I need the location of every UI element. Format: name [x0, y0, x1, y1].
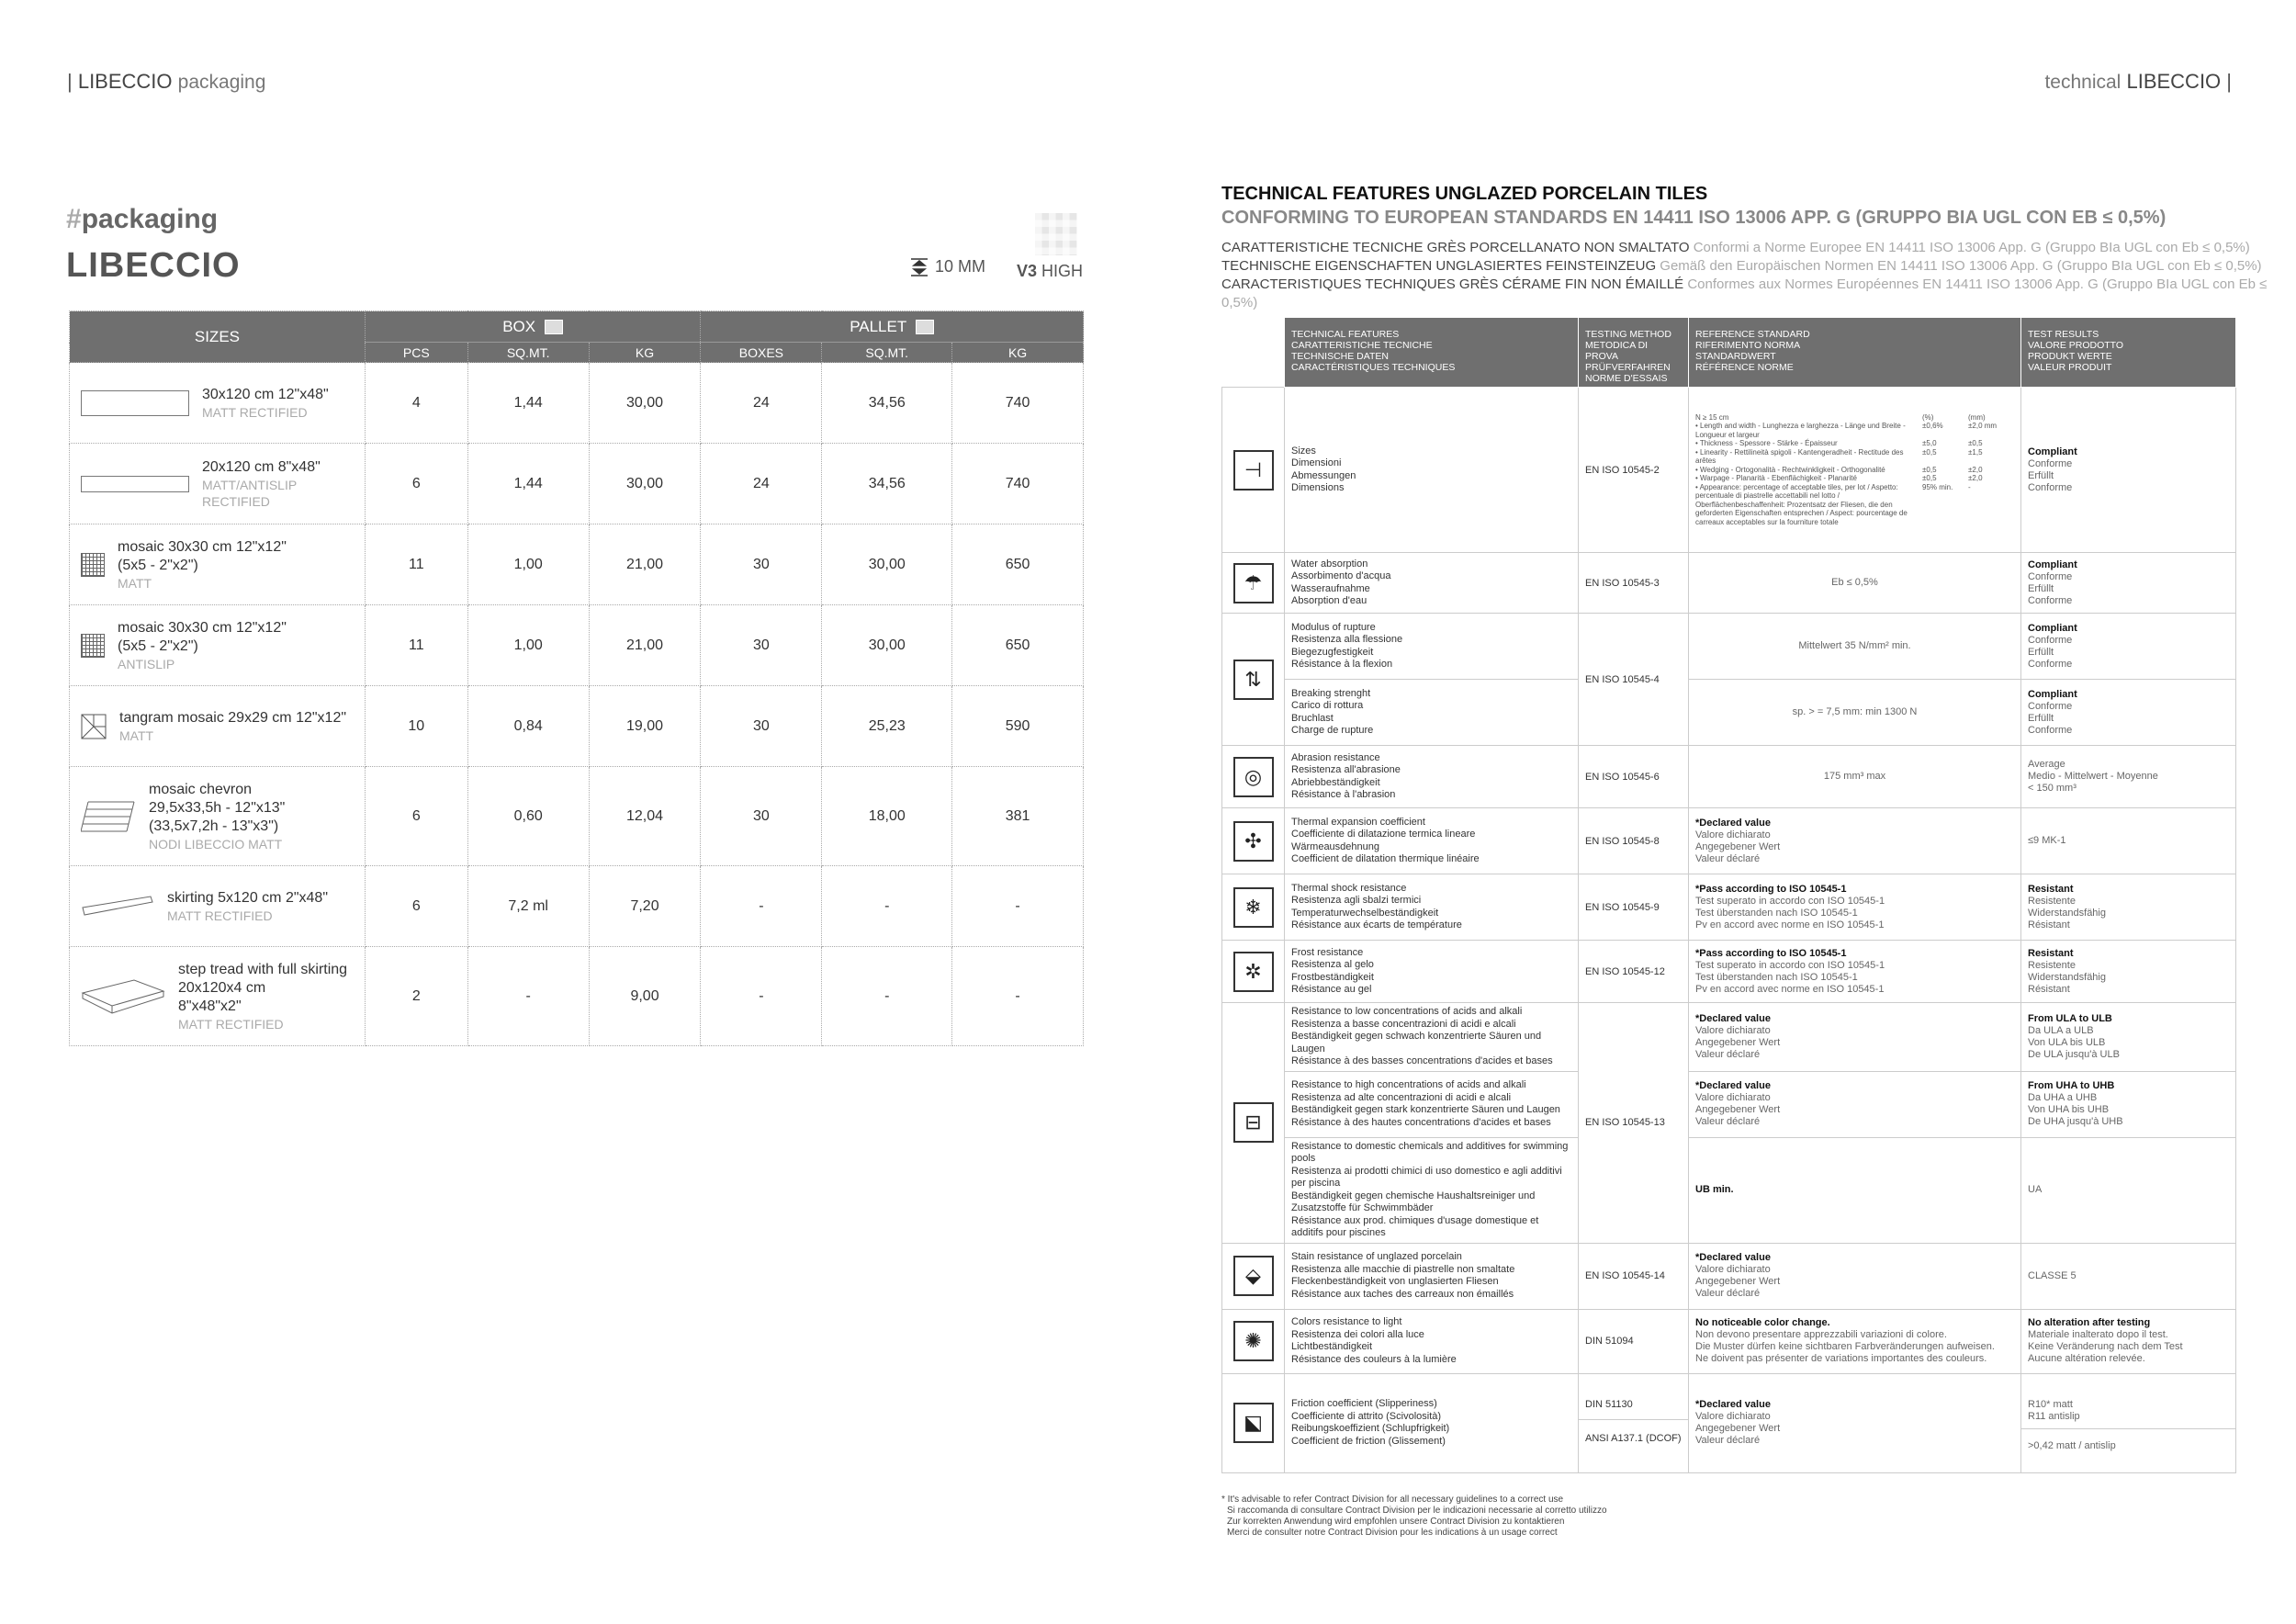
reference-cell: *Declared value Valore dichiarato Angegebener Wert Valeur déclaré: [1689, 1003, 2021, 1072]
header-boxes: BOXES: [701, 343, 822, 363]
header-pcs: PCS: [365, 343, 467, 363]
cell-boxes: 30: [701, 767, 822, 866]
result-cell: R10* matt R11 antislip >0,42 matt / antislip: [2021, 1373, 2236, 1472]
reference-cell: *Pass according to ISO 10545-1 Test superato in accordo con ISO 10545-1 Test überstanden nach ISO 10545-1 Pv en accord avec norme en ISO 10545-1: [1689, 874, 2021, 941]
cell-boxes: 30: [701, 605, 822, 686]
packaging-heading: #packaging: [66, 204, 219, 234]
mosaic-grid-icon: [81, 553, 105, 577]
cell-pkg: 740: [952, 363, 1084, 444]
cell-boxes: -: [701, 947, 822, 1046]
size-cell: [70, 686, 366, 767]
size-label: 20x120 cm 8"x48": [202, 458, 321, 475]
feature-cell: Breaking strenght Carico di rottura Bruchlast Charge de rupture: [1285, 680, 1579, 746]
method-cell: EN ISO 10545-6: [1579, 746, 1689, 808]
size-label: step tread with full skirting: [178, 961, 348, 977]
pallet-icon: [916, 320, 934, 334]
cell-pkg: 381: [952, 767, 1084, 866]
size-label: tangram mosaic 29x29 cm 12"x12": [119, 709, 347, 726]
chevron-icon: [81, 798, 136, 835]
spec-row: [1222, 808, 2236, 874]
mosaic-grid-icon: [81, 634, 105, 658]
cell-pcs: 6: [365, 866, 467, 947]
shade-variation: V3 HIGH: [1017, 262, 1084, 280]
thermal-shock-icon: ❄: [1233, 887, 1274, 928]
cell-kg: 19,00: [589, 686, 701, 767]
cell-pkg: 590: [952, 686, 1084, 767]
method-cell: EN ISO 10545-13: [1579, 1003, 1689, 1244]
reference-cell: *Declared value Valore dichiarato Angegebener Wert Valeur déclaré: [1689, 1243, 2021, 1309]
icon-cell: [1222, 388, 1285, 553]
cell-psqmt: 34,56: [822, 444, 952, 524]
spec-row: [1222, 941, 2236, 1003]
feature-cell: Resistance to low concentrations of acids and alkali Resistenza a basse concentrazioni di acidi e alcali Beständigkeit gegen schwach konzentrierte Säuren und Laugen Résistance à des basses concentrations d'acides et bases: [1285, 1003, 1579, 1072]
finish-label: MATT RECTIFIED: [167, 908, 273, 923]
method-cell: EN ISO 10545-14: [1579, 1243, 1689, 1309]
size-label: skirting 5x120 cm 2"x48": [167, 889, 328, 906]
size-label-2: (5x5 - 2"x2"): [118, 557, 198, 573]
size-cell: [70, 866, 366, 947]
cell-psqmt: 30,00: [822, 605, 952, 686]
reference-cell: [1689, 388, 2021, 553]
size-label: mosaic 30x30 cm 12"x12": [118, 619, 287, 636]
sizes-icon: ⊣: [1233, 450, 1274, 491]
chemical-icon: ⊟: [1233, 1102, 1274, 1143]
icon-cell: [1222, 874, 1285, 941]
spec-row: [1222, 1309, 2236, 1373]
header-reference: REFERENCE STANDARD RIFERIMENTO NORMA STANDARDWERT RÉFÉRENCE NORME: [1689, 318, 2021, 388]
result-cell: Compliant Conforme Erfüllt Conforme: [2021, 614, 2236, 680]
cell-pcs: 11: [365, 524, 467, 605]
light-icon: ✺: [1233, 1321, 1274, 1361]
table-row: [70, 866, 1084, 947]
cell-pkg: 650: [952, 524, 1084, 605]
cell-psqmt: 30,00: [822, 524, 952, 605]
finish-label: ANTISLIP: [118, 656, 175, 671]
tangram-icon: [81, 714, 107, 739]
technical-title: TECHNICAL FEATURES UNGLAZED PORCELAIN TILES: [1221, 184, 1708, 204]
table-row: [70, 947, 1084, 1046]
spec-row: [1222, 1071, 2236, 1137]
size-cell: [70, 524, 366, 605]
thickness: 10 MM: [909, 257, 985, 276]
spec-row: [1222, 1373, 2236, 1472]
footnote: * It's advisable to refer Contract Division for all necessary guidelines to a correct use Si raccomanda di consultare Contract Division per le indicazioni necessarie al corretto utilizzo Zur korrekten Anwendung wird empfohlen unsere Contract Division zu kontaktieren Merci de consulter notre Contract Division pour les indications à un usage correct: [1221, 1494, 1607, 1538]
icon-cell: [1222, 1309, 1285, 1373]
water-absorption-icon: ☂: [1233, 563, 1274, 603]
icon-cell: [1222, 1003, 1285, 1244]
cell-sqmt: 1,00: [467, 605, 589, 686]
technical-subtitle: CONFORMING TO EUROPEAN STANDARDS EN 14411 ISO 13006 APP. G (GRUPPO BIA UGL CON EB ≤ 0,5%): [1221, 208, 2167, 228]
skirting-icon: [81, 895, 154, 919]
feature-cell: Abrasion resistance Resistenza all'abrasione Abriebbeständigkeit Résistance à l'abrasion: [1285, 746, 1579, 808]
feature-cell: Colors resistance to light Resistenza dei colori alla luce Lichtbeständigkeit Résistance des couleurs à la lumière: [1285, 1309, 1579, 1373]
finish-label: NODI LIBECCIO MATT: [149, 836, 283, 851]
result-cell: ≤9 MK-1: [2021, 808, 2236, 874]
spec-row: [1222, 388, 2236, 553]
table-row: [70, 605, 1084, 686]
method-cell: EN ISO 10545-9: [1579, 874, 1689, 941]
feature-cell: Resistance to high concentrations of acids and alkali Resistenza ad alte concentrazioni di acidi e alcali Beständigkeit gegen stark konzentrierte Säuren und Laugen Résistance à des hautes concentrations d'acides et bases: [1285, 1071, 1579, 1137]
method-cell: EN ISO 10545-12: [1579, 941, 1689, 1003]
cell-boxes: 24: [701, 444, 822, 524]
icon-cell: [1222, 746, 1285, 808]
cell-pcs: 6: [365, 444, 467, 524]
spec-row: [1222, 680, 2236, 746]
spec-row: [1222, 746, 2236, 808]
size-label-3: (33,5x7,2h - 13"x3"): [149, 818, 279, 834]
cell-sqmt: 1,44: [467, 444, 589, 524]
finish-label: MATT/ANTISLIP: [202, 477, 298, 492]
feature-cell: Modulus of rupture Resistenza alla flessione Biegezugfestigkeit Résistance à la flexion: [1285, 614, 1579, 680]
cell-kg: 30,00: [589, 444, 701, 524]
header-box: BOX: [365, 311, 701, 343]
result-cell: No alteration after testing Materiale inalterato dopo il test. Keine Veränderung nach dem Test Aucune altération relevée.: [2021, 1309, 2236, 1373]
cell-kg: 12,04: [589, 767, 701, 866]
header-results: TEST RESULTS VALORE PRODOTTO PRODUKT WERTE VALEUR PRODUIT: [2021, 318, 2236, 388]
size-label: 30x120 cm 12"x48": [202, 386, 329, 402]
cell-pkg: 650: [952, 605, 1084, 686]
result-cell: Compliant Conforme Erfüllt Conforme: [2021, 680, 2236, 746]
size-cell: [70, 947, 366, 1046]
cell-psqmt: 25,23: [822, 686, 952, 767]
reference-cell: *Declared value Valore dichiarato Angegebener Wert Valeur déclaré: [1689, 808, 2021, 874]
product-name: LIBECCIO: [66, 246, 241, 285]
cell-pcs: 6: [365, 767, 467, 866]
table-row: [70, 363, 1084, 444]
reference-cell: UB min.: [1689, 1137, 2021, 1243]
result-cell: Compliant Conforme Erfüllt Conforme: [2021, 388, 2236, 553]
header-pallet-sqmt: SQ.MT.: [822, 343, 952, 363]
size-cell: [70, 767, 366, 866]
box-icon: [545, 320, 563, 334]
header-features: TECHNICAL FEATURES CARATTERISTICHE TECNICHE TECHNISCHE DATEN CARACTÉRISTIQUES TECHNIQUES: [1285, 318, 1579, 388]
cell-pcs: 10: [365, 686, 467, 767]
cell-boxes: 24: [701, 363, 822, 444]
result-cell: Average Medio - Mittelwert - Moyenne < 150 mm³: [2021, 746, 2236, 808]
size-cell: [70, 605, 366, 686]
cell-sqmt: 7,2 ml: [467, 866, 589, 947]
method-cell: EN ISO 10545-8: [1579, 808, 1689, 874]
table-row: [70, 686, 1084, 767]
packaging-table: [69, 310, 1084, 1046]
spec-row: [1222, 553, 2236, 614]
reference-cell: 175 mm³ max: [1689, 746, 2021, 808]
cell-psqmt: 34,56: [822, 363, 952, 444]
method-cell: DIN 51094: [1579, 1309, 1689, 1373]
cell-kg: 21,00: [589, 605, 701, 686]
spec-row: [1222, 614, 2236, 680]
size-label-2: 29,5x33,5h - 12"x13": [149, 799, 286, 816]
reference-cell: sp. > = 7,5 mm: min 1300 N: [1689, 680, 2021, 746]
result-cell: From ULA to ULB Da ULA a ULB Von ULA bis ULB De ULA jusqu'à ULB: [2021, 1003, 2236, 1072]
cell-sqmt: 1,00: [467, 524, 589, 605]
icon-cell: [1222, 614, 1285, 746]
method-cell: EN ISO 10545-3: [1579, 553, 1689, 614]
cell-kg: 21,00: [589, 524, 701, 605]
cell-boxes: 30: [701, 524, 822, 605]
feature-cell: Resistance to domestic chemicals and additives for swimming pools Resistenza ai prodotti chimici di uso domestico e agli additivi per piscina Beständigkeit gegen chemische Haushaltsreiniger und Zusatzstoffe für Schwimmbäder Résistance aux prod. chimiques d'usage domestique et additifs pour piscines: [1285, 1137, 1579, 1243]
cell-psqmt: 18,00: [822, 767, 952, 866]
finish-label: MATT RECTIFIED: [178, 1016, 284, 1032]
size-cell: [70, 363, 366, 444]
feature-cell: Friction coefficient (Slipperiness) Coefficiente di attrito (Scivolosità) Reibungskoeffizient (Schlupfrigkeit) Coefficient de friction (Glissement): [1285, 1373, 1579, 1472]
cell-kg: 30,00: [589, 363, 701, 444]
icon-cell: [1222, 808, 1285, 874]
spec-row: [1222, 874, 2236, 941]
cell-psqmt: -: [822, 947, 952, 1046]
cell-pkg: -: [952, 947, 1084, 1046]
cell-psqmt: -: [822, 866, 952, 947]
icon-cell: [1222, 1373, 1285, 1472]
header-kg: KG: [589, 343, 701, 363]
result-cell: Resistant Resistente Widerstandsfähig Résistant: [2021, 874, 2236, 941]
cell-sqmt: 0,84: [467, 686, 589, 767]
method-cell: EN ISO 10545-2: [1579, 388, 1689, 553]
shade-variation-swatch: [1035, 213, 1077, 255]
finish-label: MATT: [118, 575, 152, 591]
feature-cell: Thermal shock resistance Resistenza agli sbalzi termici Temperaturwechselbeständigkeit Résistance aux écarts de température: [1285, 874, 1579, 941]
finish-label-2: RECTIFIED: [202, 493, 270, 509]
reference-cell: *Declared value Valore dichiarato Angegebener Wert Valeur déclaré: [1689, 1071, 2021, 1137]
cell-pcs: 4: [365, 363, 467, 444]
friction-icon: ⬕: [1233, 1403, 1274, 1443]
step-tread-icon: [81, 978, 165, 1015]
size-label: mosaic 30x30 cm 12"x12": [118, 538, 287, 555]
finish-label: MATT RECTIFIED: [202, 404, 308, 420]
size-cell: [70, 444, 366, 524]
reference-cell: *Pass according to ISO 10545-1 Test superato in accordo con ISO 10545-1 Test überstanden nach ISO 10545-1 Pv en accord avec norme en ISO 10545-1: [1689, 941, 2021, 1003]
header-pallet-kg: KG: [952, 343, 1084, 363]
reference-cell: No noticeable color change. Non devono presentare apprezzabili variazioni di colore. Die Muster dürfen keine sichtbaren Farbveränderungen aufweisen. Ne doivent pas présenter de variations importantes des couleurs.: [1689, 1309, 2021, 1373]
size-label-2: (5x5 - 2"x2"): [118, 637, 198, 654]
table-row: [70, 444, 1084, 524]
frost-icon: ✲: [1233, 952, 1274, 992]
method-cell: DIN 51130 ANSI A137.1 (DCOF): [1579, 1373, 1689, 1472]
header-method: TESTING METHOD METODICA DI PROVA PRÜFVERFAHREN NORME D'ESSAIS: [1579, 318, 1689, 388]
feature-cell: Thermal expansion coefficient Coefficiente di dilatazione termica lineare Wärmeausdehnung Coefficient de dilatation thermique linéaire: [1285, 808, 1579, 874]
result-cell: UA: [2021, 1137, 2236, 1243]
spec-row: [1222, 1003, 2236, 1072]
tile-30x120-icon: [81, 390, 189, 416]
finish-label: MATT: [119, 727, 154, 743]
cell-sqmt: 0,60: [467, 767, 589, 866]
table-row: [70, 524, 1084, 605]
size-label-3: 8"x48"x2": [178, 998, 242, 1014]
thermal-expansion-icon: ✣: [1233, 821, 1274, 862]
header-right: technical LIBECCIO |: [2044, 70, 2232, 93]
result-cell: From UHA to UHB Da UHA a UHB Von UHA bis UHB De UHA jusqu'à UHB: [2021, 1071, 2236, 1137]
spec-row: [1222, 1243, 2236, 1309]
cell-kg: 7,20: [589, 866, 701, 947]
feature-cell: Sizes Dimensioni Abmessungen Dimensions: [1285, 388, 1579, 553]
feature-cell: Frost resistance Resistenza al gelo Frostbeständigkeit Résistance au gel: [1285, 941, 1579, 1003]
cell-boxes: 30: [701, 686, 822, 767]
icon-cell: [1222, 553, 1285, 614]
table-row: [70, 767, 1084, 866]
size-tolerances: N ≥ 15 cm (%) (mm) • Length and width - Lunghezza e larghezza - Länge und Breite - Longueur et largeur ±0,6% ±2,0 mm • Thickness - Spessore - Stärke - Épaisseur ±5,0 ±0,5 • Linearity - Rettilineità spigoli - Kantengeradheit - Rectitude des arêtes ±0,5 ±1,5 • Wedging - Ortogonalità - Rechtwinkligkeit - Orthogonalité ±0,5 ±2,0 • Warpage - Planarità - Ebenflächigkeit - Planarité ±0,5 ±2,0 • Appearance: percentage of acceptable tiles, per lot / Aspetto: percentuale di piastrelle accettabili nel lotto / Oberflächenbeschaffenheit: Prozentsatz der Fliesen, die den geforderten Eigenschaften entsprechen / Aspect: pourcentage de carreaux acceptables sur la fourniture totale 95% min. -: [1695, 412, 1998, 526]
cell-pcs: 2: [365, 947, 467, 1046]
header-pallet: PALLET: [701, 311, 1084, 343]
method-cell: EN ISO 10545-4: [1579, 614, 1689, 746]
reference-cell: Mittelwert 35 N/mm² min.: [1689, 614, 2021, 680]
header-left: | LIBECCIO packaging: [67, 70, 266, 93]
size-label: mosaic chevron: [149, 781, 253, 797]
cell-pkg: 740: [952, 444, 1084, 524]
header-sizes: SIZES: [70, 311, 366, 363]
icon-cell: [1222, 1243, 1285, 1309]
result-cell: CLASSE 5: [2021, 1243, 2236, 1309]
cell-kg: 9,00: [589, 947, 701, 1046]
thickness-icon: [909, 258, 929, 276]
reference-cell: *Declared value Valore dichiarato Angegebener Wert Valeur déclaré: [1689, 1373, 2021, 1472]
result-cell: Resistant Resistente Widerstandsfähig Résistant: [2021, 941, 2236, 1003]
technical-languages: CARATTERISTICHE TECNICHE GRÈS PORCELLANATO NON SMALTATO Conformi a Norme Europee EN 14411 ISO 13006 App. G (Gruppo BIa UGL con Eb ≤ 0,5%) TECHNISCHE EIGENSCHAFTEN UNGLASIERTES FEINSTEINZEUG Gemäß den Europäischen Normen EN 14411 ISO 13006 App. G (Gruppo BIa UGL con Eb ≤ 0,5%) CARACTERISTIQUES TECHNIQUES GRÈS CÉRAME FIN NON ÉMAILLÉ Conformes aux Normes Européennes EN 14411 ISO 13006 App. G (Gruppo BIa UGL con Eb ≤ 0,5%): [1221, 240, 2268, 310]
tile-20x120-icon: [81, 476, 189, 492]
cell-sqmt: -: [467, 947, 589, 1046]
cell-pkg: -: [952, 866, 1084, 947]
feature-cell: Stain resistance of unglazed porcelain Resistenza alle macchie di piastrelle non smaltate Fleckenbeständigkeit von unglasierten Fliesen Résistance aux taches des carreaux non émaillés: [1285, 1243, 1579, 1309]
rupture-icon: ⇅: [1233, 660, 1274, 700]
abrasion-icon: ◎: [1233, 757, 1274, 797]
cell-boxes: -: [701, 866, 822, 947]
technical-table: [1221, 317, 2236, 1473]
stain-icon: ⬙: [1233, 1256, 1274, 1296]
cell-pcs: 11: [365, 605, 467, 686]
header-sqmt: SQ.MT.: [467, 343, 589, 363]
reference-cell: Eb ≤ 0,5%: [1689, 553, 2021, 614]
size-label-2: 20x120x4 cm: [178, 979, 266, 996]
icon-cell: [1222, 941, 1285, 1003]
cell-sqmt: 1,44: [467, 363, 589, 444]
spec-row: [1222, 1137, 2236, 1243]
feature-cell: Water absorption Assorbimento d'acqua Wasseraufnahme Absorption d'eau: [1285, 553, 1579, 614]
result-cell: Compliant Conforme Erfüllt Conforme: [2021, 553, 2236, 614]
